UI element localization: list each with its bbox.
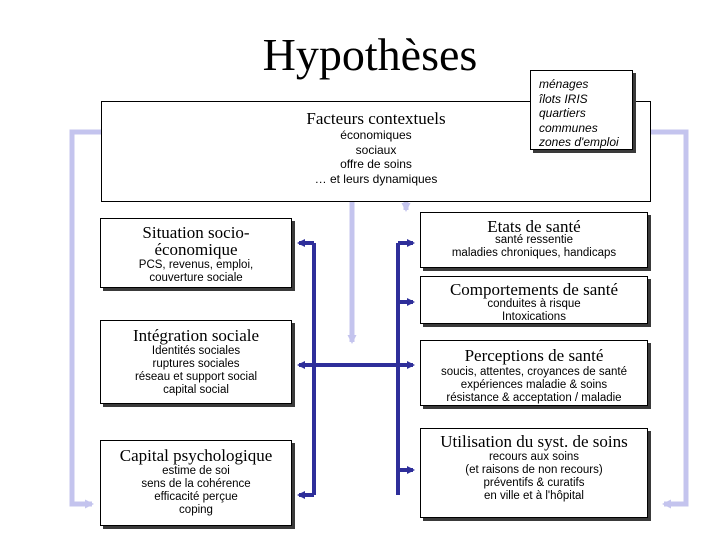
left-box-details: estime de soi sens de la cohérence efficacité perçue coping: [141, 465, 251, 516]
context-details: économiques sociaux offre de soins … et leurs dynamiques: [314, 128, 438, 186]
left-box-details: Identités sociales ruptures sociales réseau et support social capital social: [134, 345, 258, 396]
right-box-details: recours aux soins (et raisons de non recours) préventifs & curatifs en ville et à l'hôpital: [465, 451, 603, 502]
right-box-health-status: [420, 212, 648, 268]
context-arrow-right: [650, 132, 686, 504]
page-title: Hypothèses: [262, 29, 478, 80]
right-box-health-perceptions: [420, 340, 648, 406]
right-box-title: Etats de santé: [487, 217, 581, 236]
right-box-details: conduites à risque Intoxications: [487, 298, 581, 323]
right-box-title: Utilisation du syst. de soins: [440, 432, 628, 451]
right-box-care-system-use: [420, 428, 648, 518]
left-box-social-integration: [100, 320, 292, 404]
left-box-socio-economic: [100, 218, 292, 288]
left-box-title: Intégration sociale: [132, 326, 260, 345]
right-box-details: soucis, attentes, croyances de santé expériences maladie & soins résistance & acceptation / maladie: [440, 366, 628, 404]
right-box-health-behaviours: [420, 276, 648, 324]
left-box-title: Capital psychologique: [119, 446, 273, 465]
left-box-title: Situation socio- économique: [142, 223, 250, 259]
context-arrow-left: [72, 132, 102, 504]
left-box-details: PCS, revenus, emploi, couverture sociale: [138, 259, 254, 284]
right-box-title: Perceptions de santé: [464, 346, 604, 365]
left-box-psychological-capital: [100, 440, 292, 526]
right-box-title: Comportements de santé: [449, 280, 619, 299]
scales-box: ménages îlots IRIS quartiers communes zones d'emploi: [530, 70, 633, 150]
right-box-details: santé ressentie maladies chroniques, handicaps: [451, 234, 617, 259]
context-title: Facteurs contextuels: [306, 109, 446, 128]
